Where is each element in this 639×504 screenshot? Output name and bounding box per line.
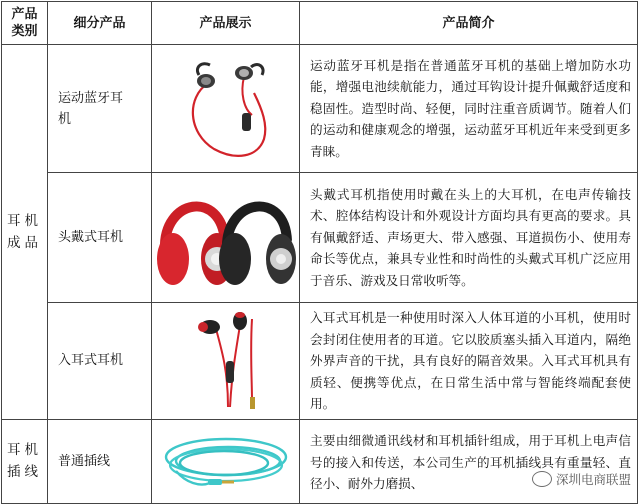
subproduct-cell: 入耳式耳机 [48, 303, 152, 420]
subproduct-cell: 头戴式耳机 [48, 173, 152, 303]
wechat-icon [532, 471, 552, 487]
description-cell: 主要由细微通讯线材和耳机插针组成，用于耳机上电声信号的接入和传送，本公司生产的耳机插线具有重量轻、直径小、耐外力磨损、 [300, 419, 638, 503]
header-category: 产品 类别 [2, 2, 48, 45]
product-image-cell [152, 173, 300, 303]
description-cell: 头戴式耳机指使用时戴在头上的大耳机，在电声传输技术、腔体结构设计和外观设计方面均具有更高的要求。具有佩戴舒适、声场更大、带入感强、耳道损伤小、使用寿命长等优点，兼具专业性和时尚性的头戴式耳机广泛应用于音乐、游戏及日常收听等。 [300, 173, 638, 303]
in-ear-earphones-image [166, 311, 286, 411]
table-row [2, 173, 638, 303]
header-intro: 产品简介 [300, 2, 638, 45]
watermark-text: 深圳电商联盟 [555, 472, 631, 487]
category-cell: 耳机 成品 [2, 45, 48, 420]
product-image-cell [152, 45, 300, 173]
headphones-image [155, 179, 297, 297]
coiled-cable-image [156, 421, 296, 501]
table-row [2, 419, 638, 503]
subproduct-cell: 运动蓝牙耳 机 [48, 45, 152, 173]
watermark [532, 470, 631, 488]
sports-earphones-image [166, 53, 286, 165]
header-subproduct: 细分产品 [48, 2, 152, 45]
header-row [2, 2, 638, 45]
table-row [2, 303, 638, 420]
table-row [2, 45, 638, 173]
header-display: 产品展示 [152, 2, 300, 45]
product-image-cell [152, 303, 300, 420]
product-image-cell [152, 419, 300, 503]
product-table [1, 1, 638, 504]
description-cell: 入耳式耳机是一种使用时深入人体耳道的小耳机，使用时会封闭住使用者的耳道。它以胶质塞头插入耳道内，隔绝外界声音的干扰，具有良好的隔音效果。入耳式耳机具有质轻、便携等优点，在日常生活中常与智能终端配套使用。 [300, 303, 638, 420]
description-cell: 运动蓝牙耳机是指在普通蓝牙耳机的基础上增加防水功能，增强电池续航能力，通过耳钩设计提升佩戴舒适度和稳固性。造型时尚、轻便，同时注重音质调节。随着人们的运动和健康观念的增强，运动蓝牙耳机近年来受到更多青睐。 [300, 45, 638, 173]
category-cell: 耳机 插线 [2, 419, 48, 503]
subproduct-cell: 普通插线 [48, 419, 152, 503]
